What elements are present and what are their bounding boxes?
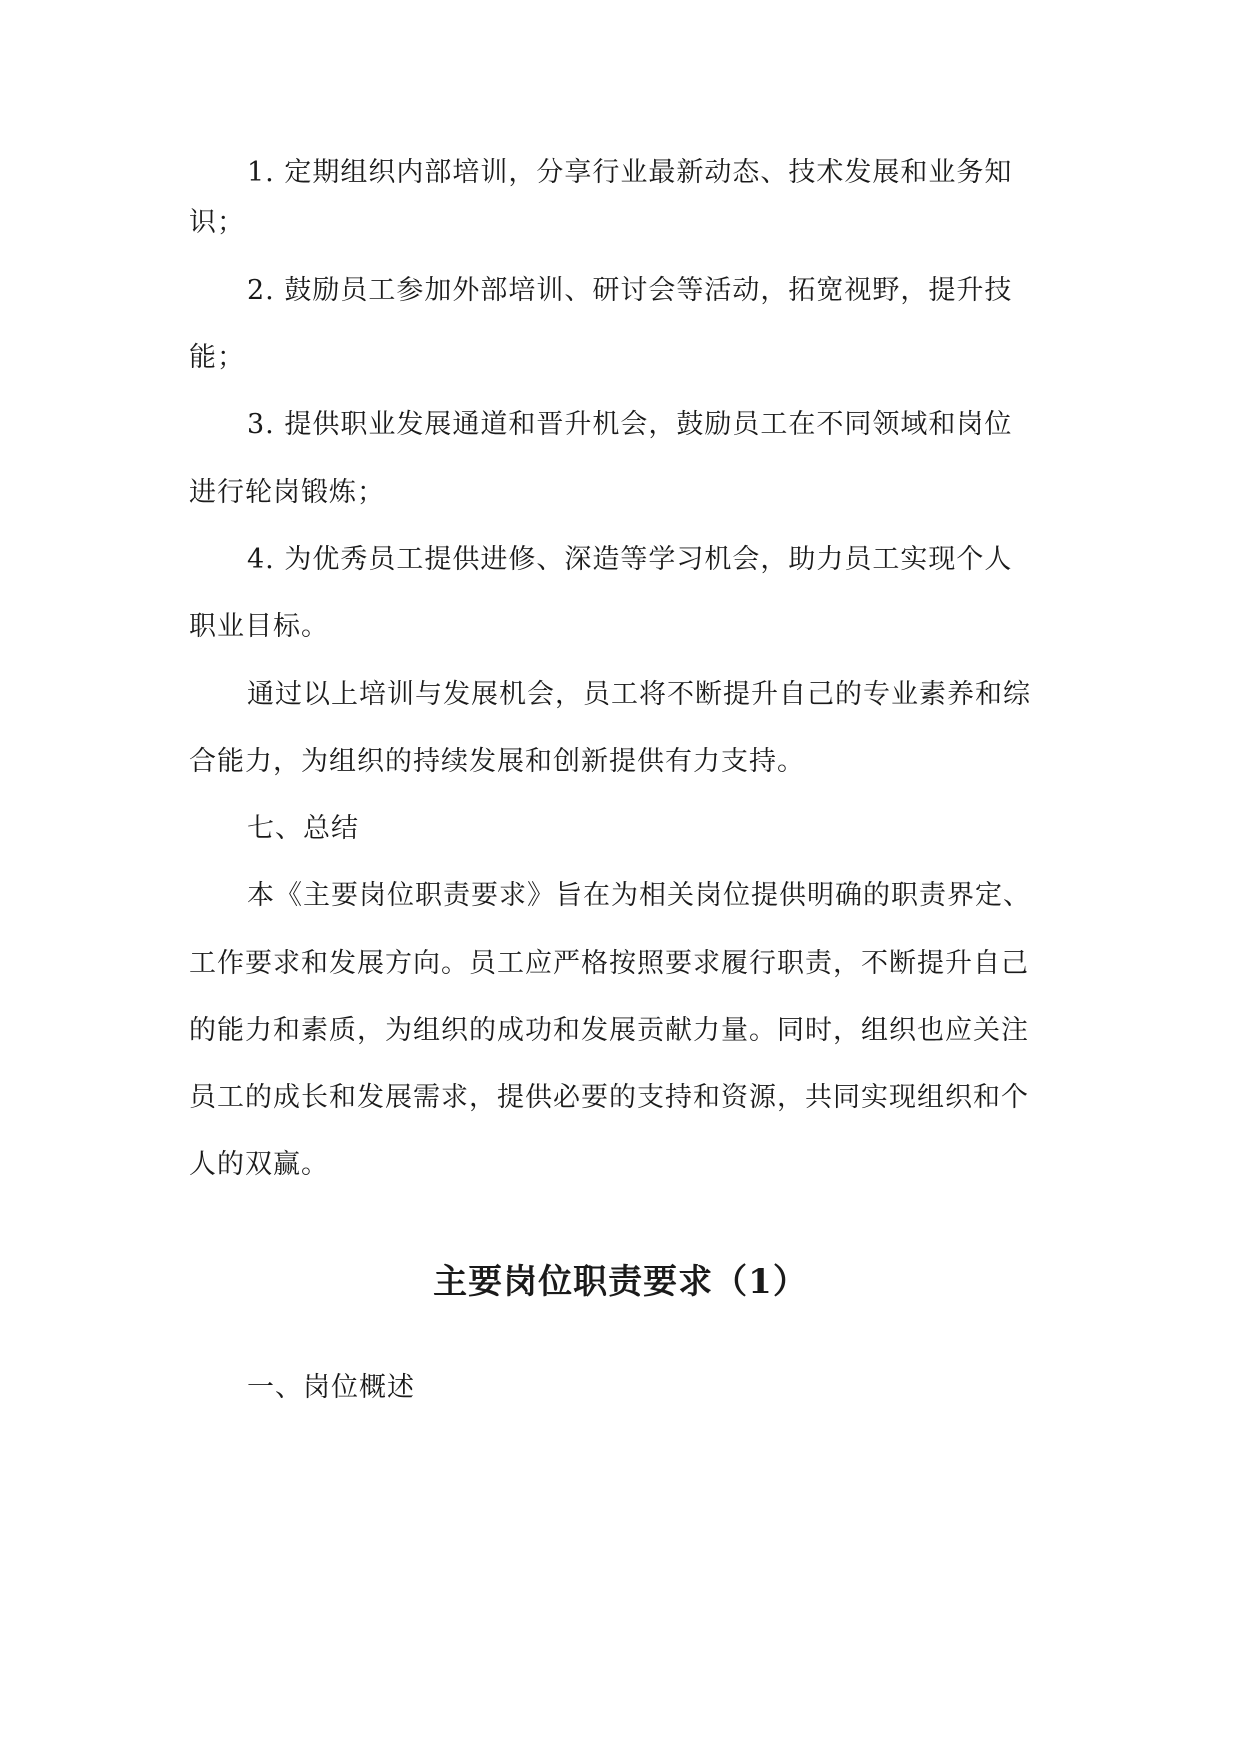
list-item-4-line-2: 职业目标。 bbox=[189, 611, 329, 642]
document-heading: 主要岗位职责要求（1） bbox=[433, 1262, 808, 1302]
summary-paragraph-line-5: 人的双赢。 bbox=[189, 1149, 329, 1180]
section-1-title: 一、岗位概述 bbox=[247, 1372, 415, 1403]
list-item-2-line-2: 能； bbox=[189, 342, 245, 373]
list-item-4-line-1: 4. 为优秀员工提供进修、深造等学习机会，助力员工实现个人 bbox=[247, 544, 1013, 575]
list-item-3-line-2: 进行轮岗锻炼； bbox=[189, 477, 385, 508]
conclusion-paragraph-line-2: 合能力，为组织的持续发展和创新提供有力支持。 bbox=[189, 746, 805, 777]
summary-paragraph-line-4: 员工的成长和发展需求，提供必要的支持和资源，共同实现组织和个 bbox=[189, 1082, 1029, 1113]
list-item-1-line-2: 识； bbox=[189, 207, 245, 238]
section-7-title: 七、总结 bbox=[247, 813, 359, 844]
summary-paragraph-line-1: 本《主要岗位职责要求》旨在为相关岗位提供明确的职责界定、 bbox=[247, 880, 1031, 911]
list-item-1-line-1: 1. 定期组织内部培训，分享行业最新动态、技术发展和业务知 bbox=[247, 157, 1013, 188]
conclusion-paragraph-line-1: 通过以上培训与发展机会，员工将不断提升自己的专业素养和综 bbox=[247, 679, 1031, 710]
summary-paragraph-line-2: 工作要求和发展方向。员工应严格按照要求履行职责，不断提升自己 bbox=[189, 948, 1029, 979]
list-item-2-line-1: 2. 鼓励员工参加外部培训、研讨会等活动，拓宽视野，提升技 bbox=[247, 275, 1013, 306]
list-item-3-line-1: 3. 提供职业发展通道和晋升机会，鼓励员工在不同领域和岗位 bbox=[247, 409, 1013, 440]
summary-paragraph-line-3: 的能力和素质，为组织的成功和发展贡献力量。同时，组织也应关注 bbox=[189, 1015, 1029, 1046]
